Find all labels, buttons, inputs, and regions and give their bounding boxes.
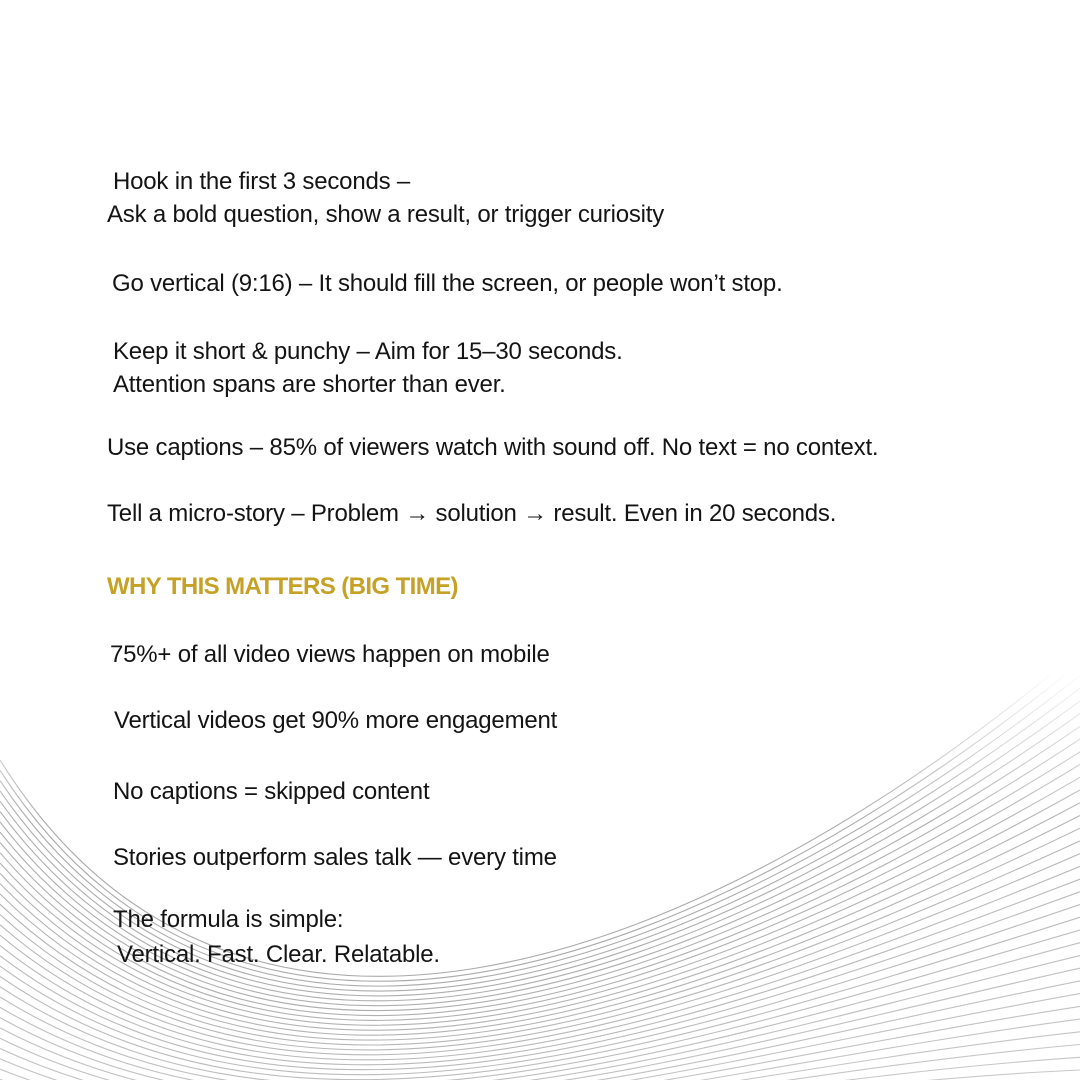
formula-intro: The formula is simple: — [113, 906, 344, 933]
why-heading: WHY THIS MATTERS (BIG TIME) — [107, 573, 458, 600]
formula-summary: Vertical. Fast. Clear. Relatable. — [117, 941, 440, 968]
why-point-mobile: 75%+ of all video views happen on mobile — [110, 641, 550, 668]
tip-short-detail: Attention spans are shorter than ever. — [113, 371, 506, 398]
tip-micro-story: Tell a micro-story – Problem → solution → result. Even in 20 seconds. — [107, 500, 837, 527]
why-point-engagement: Vertical videos get 90% more engagement — [114, 707, 558, 734]
tip-hook-title: Hook in the first 3 seconds – — [113, 168, 411, 195]
why-point-stories: Stories outperform sales talk — every time — [113, 844, 557, 871]
why-point-captions: No captions = skipped content — [113, 778, 430, 805]
tip-captions: Use captions – 85% of viewers watch with sound off. No text = no context. — [107, 434, 879, 461]
tip-vertical: Go vertical (9:16) – It should fill the screen, or people won’t stop. — [112, 270, 783, 297]
tip-short-title: Keep it short & punchy – Aim for 15–30 seconds. — [113, 338, 623, 365]
tip-hook-detail: Ask a bold question, show a result, or trigger curiosity — [107, 201, 665, 228]
